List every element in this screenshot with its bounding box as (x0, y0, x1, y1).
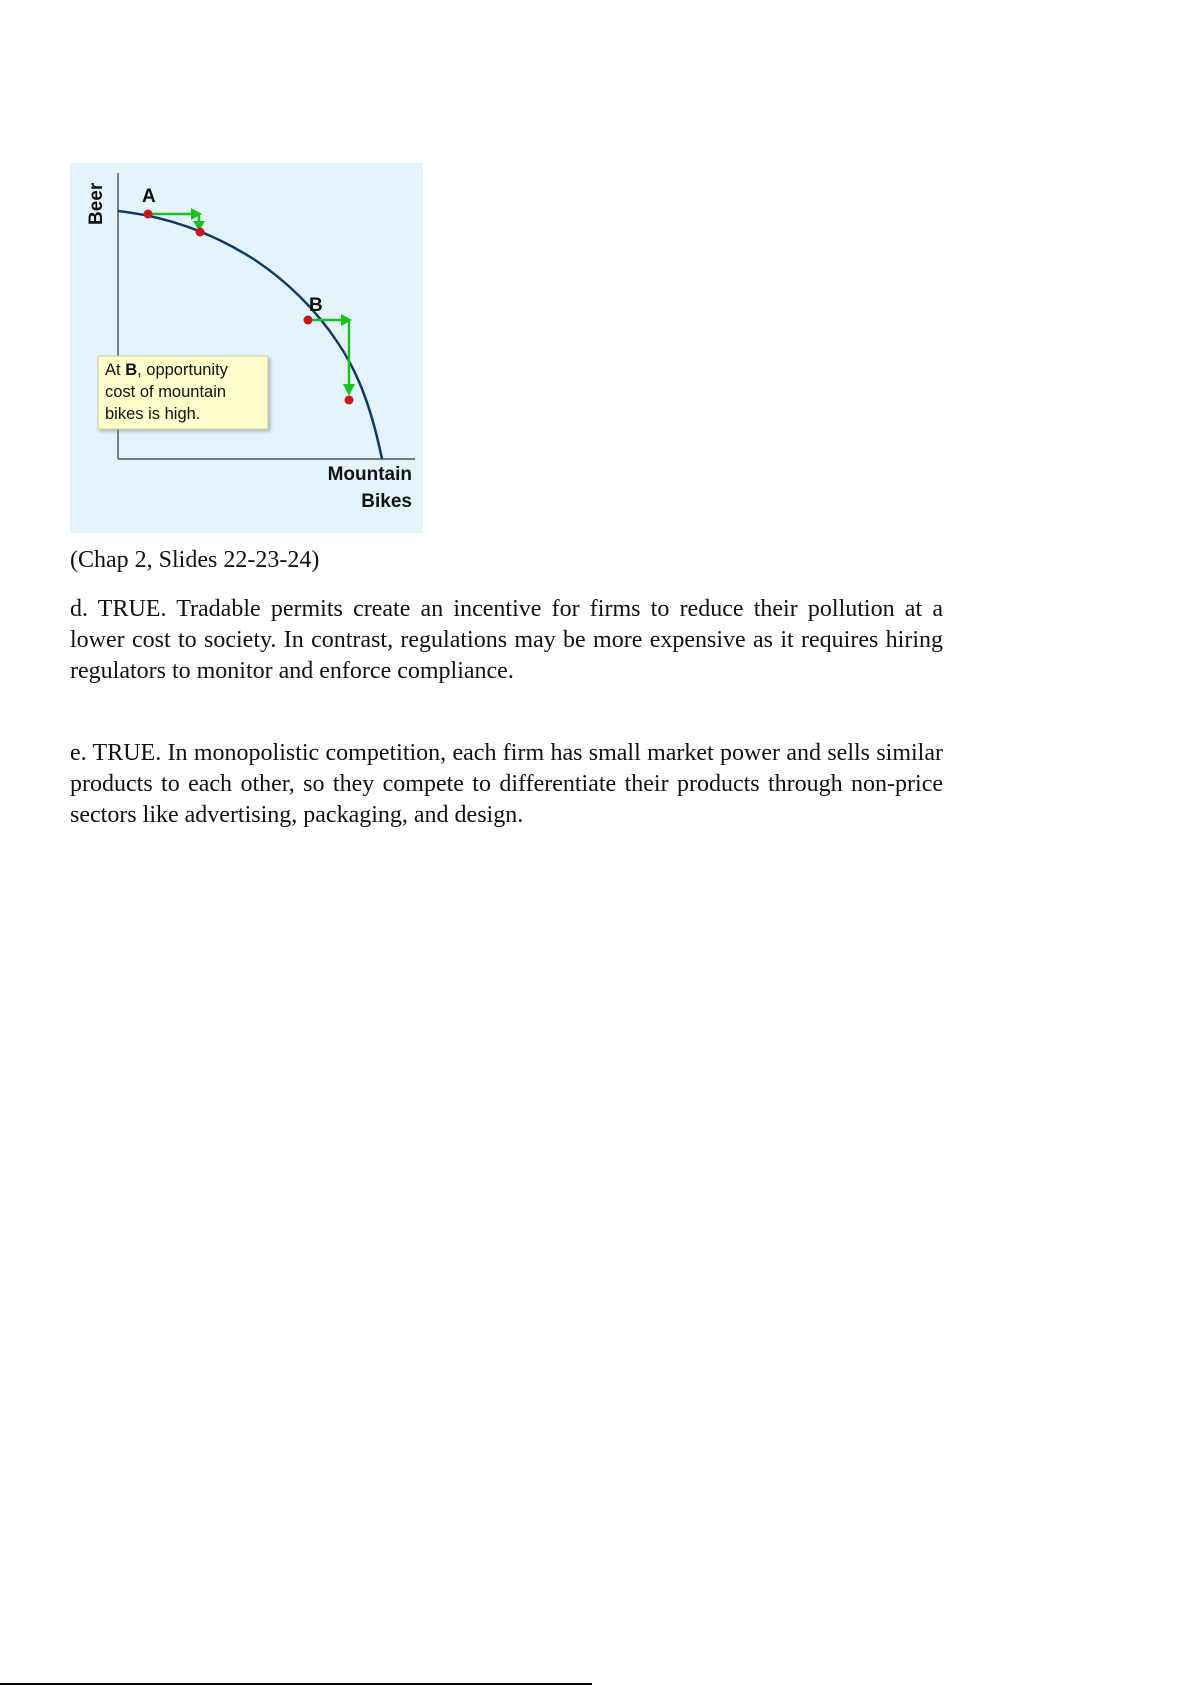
point-a-next (196, 228, 205, 237)
note-prefix: At (105, 361, 126, 379)
ppf-figure (70, 163, 423, 533)
point-b-next (345, 396, 354, 405)
point-b (304, 316, 313, 325)
note-bold: B (125, 361, 138, 379)
x-axis-label-line1: Mountain (327, 464, 412, 485)
x-axis-label-line2: Bikes (361, 491, 412, 512)
arrow-b-horizontal-head (341, 314, 352, 326)
arrow-a-horizontal-head (191, 208, 202, 220)
ppf-diagram (70, 163, 423, 533)
paragraph-e: e. TRUE. In monopolistic competition, each firm has small market power and sells similar products to each other, so they compete to differentiate their products through non-price sectors like advertising, packaging, and design. (70, 740, 943, 828)
arrow-b-vertical-head (343, 384, 355, 396)
y-axis-label: Beer (86, 182, 107, 225)
note-line1-rest: , opportunity (137, 361, 228, 379)
paragraph-d: d. TRUE. Tradable permits create an incentive for firms to reduce their pollution at a lower cost to society. In contrast, regulations may be more expensive as it requires hiring regulators to monitor and enforce compliance. (70, 596, 943, 684)
note-line2: cost of mountain (105, 383, 227, 401)
note-line3: bikes is high. (105, 405, 201, 423)
note-line1 (105, 361, 229, 379)
point-a-label: A (142, 186, 156, 207)
point-b-label: B (309, 295, 323, 316)
figure-caption: (Chap 2, Slides 22-23-24) (70, 547, 320, 573)
point-a (144, 210, 153, 219)
